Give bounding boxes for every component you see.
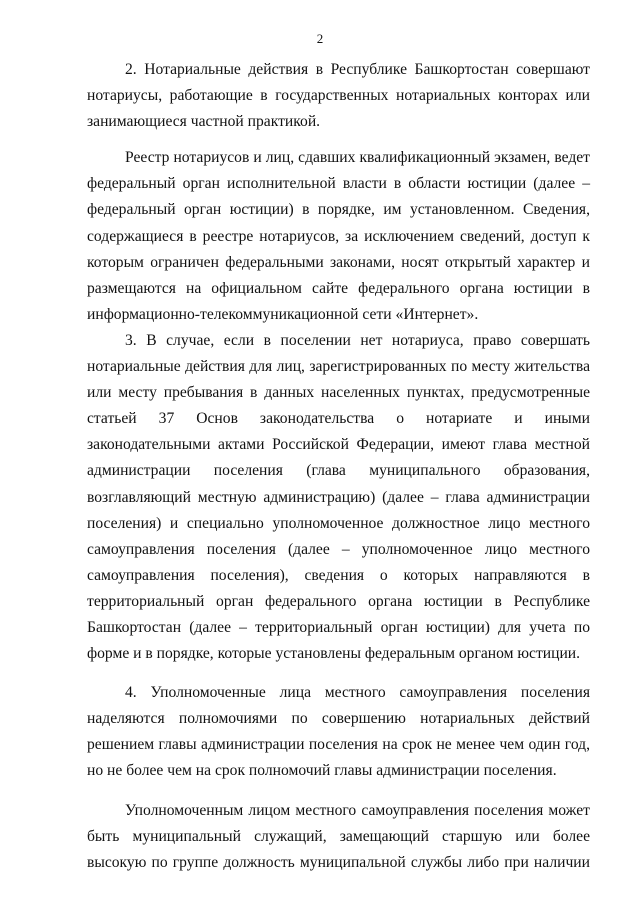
document-body [87,57,590,876]
paragraph-notary-registry: Реестр нотариусов и лиц, сдавших квалификационный экзамен, ведет федеральный орган исполнительной власти в области юстиции (далее – федеральный орган юстиции) в порядке, им установленном. Сведения, содержащиеся в реестре нотариусов, за исключением сведений, доступ к которым ограничен федеральными законами, носят открытый характер и размещаются на официальном сайте федерального органа юстиции в информационно-телекоммуникационной сети «Интернет». [87,149,590,323]
paragraph-notarial-actions: 2. Нотариальные действия в Республике Башкортостан совершают нотариусы, работающие в государственных нотариальных конторах или занимающиеся частной практикой. [87,61,590,131]
page-number: 2 [316,31,324,46]
paragraph-authorized-persons: 4. Уполномоченные лица местного самоуправления поселения наделяются полномочиями по совершению нотариальных действий решением главы администрации поселения на срок не менее чем один год, но не более чем на срок полномочий главы администрации поселения. [87,684,590,780]
paragraph-settlement-without-notary: 3. В случае, если в поселении нет нотариуса, право совершать нотариальные действия для лиц, зарегистрированных по месту жительства или месту пребывания в данных населенных пунктах, предусмотренные статьей 37 Основ законодательства о нотариате и иными законодательными актами Российской Федерации, имеют глава местной администрации поселения (глава муниципального образования, возглавляющий местную администрацию) (далее – глава администрации поселения) и специально уполномоченное должностное лицо местного самоуправления поселения (далее – уполномоченное лицо местного самоуправления поселения), сведения о которых направляются в территориальный орган федерального органа юстиции в Республике Башкортостан (далее – территориальный орган юстиции) для учета по форме и в порядке, которые установлены федеральным органом юстиции. [87,331,590,663]
paragraph-authorized-official: Уполномоченным лицом местного самоуправления поселения может быть муниципальный служащий, замещающий старшую или более высокую по группе должность муниципальной службы либо при наличии [87,801,590,871]
